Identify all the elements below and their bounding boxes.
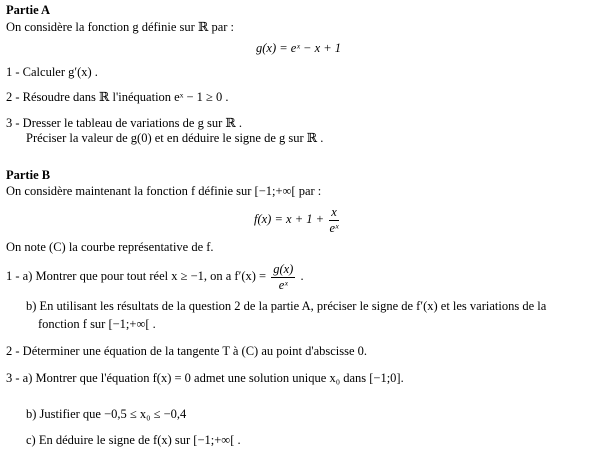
part-b-note: On note (C) la courbe représentative de f. (6, 240, 214, 254)
part-b-question-1a (6, 263, 304, 291)
fraction-denominator: eˣ (329, 220, 339, 235)
fraction-numerator: g(x) (273, 262, 294, 276)
fraction-denominator: eˣ (278, 277, 288, 292)
question-1a-fraction (271, 263, 295, 291)
part-b-formula-lhs: f(x) = x + 1 + (254, 211, 325, 226)
part-b-intro: On considère maintenant la fonction f définie sur [−1;+∞[ par : (6, 184, 322, 198)
part-b-heading: Partie B (6, 168, 51, 182)
question-1a-text: 1 - a) Montrer que pour tout réel x ≥ −1, on a f′(x) = (6, 268, 267, 283)
part-b-formula (254, 206, 341, 234)
part-b-question-3b: b) Justifier que −0,5 ≤ x₀ ≤ −0,4 (26, 407, 187, 421)
part-b-question-3a: 3 - a) Montrer que l'équation f(x) = 0 admet une solution unique x₀ dans [−1;0]. (6, 371, 404, 385)
part-a-question-3-continued: Préciser la valeur de g(0) et en déduire le signe de g sur ℝ . (26, 131, 324, 145)
part-b-question-1b: b) En utilisant les résultats de la question 2 de la partie A, préciser le signe de f′(x) et les variations de la (26, 299, 547, 313)
part-a-question-1: 1 - Calculer g′(x) . (6, 65, 98, 79)
part-b-formula-fraction (329, 206, 339, 234)
part-a-heading: Partie A (6, 3, 51, 17)
part-b-question-1b-continued: fonction f sur [−1;+∞[ . (38, 317, 156, 331)
part-b-question-3c: c) En déduire le signe de f(x) sur [−1;+∞[ . (26, 433, 241, 447)
part-a-question-2: 2 - Résoudre dans ℝ l'inéquation eˣ − 1 ≥ 0 . (6, 90, 229, 104)
part-a-question-3: 3 - Dresser le tableau de variations de g sur ℝ . (6, 116, 243, 130)
part-a-formula: g(x) = eˣ − x + 1 (256, 41, 342, 55)
question-1a-end: . (300, 268, 304, 283)
part-a-intro: On considère la fonction g définie sur ℝ par : (6, 20, 235, 34)
part-b-question-2: 2 - Déterminer une équation de la tangente T à (C) au point d'abscisse 0. (6, 344, 368, 358)
fraction-numerator: x (331, 205, 337, 219)
